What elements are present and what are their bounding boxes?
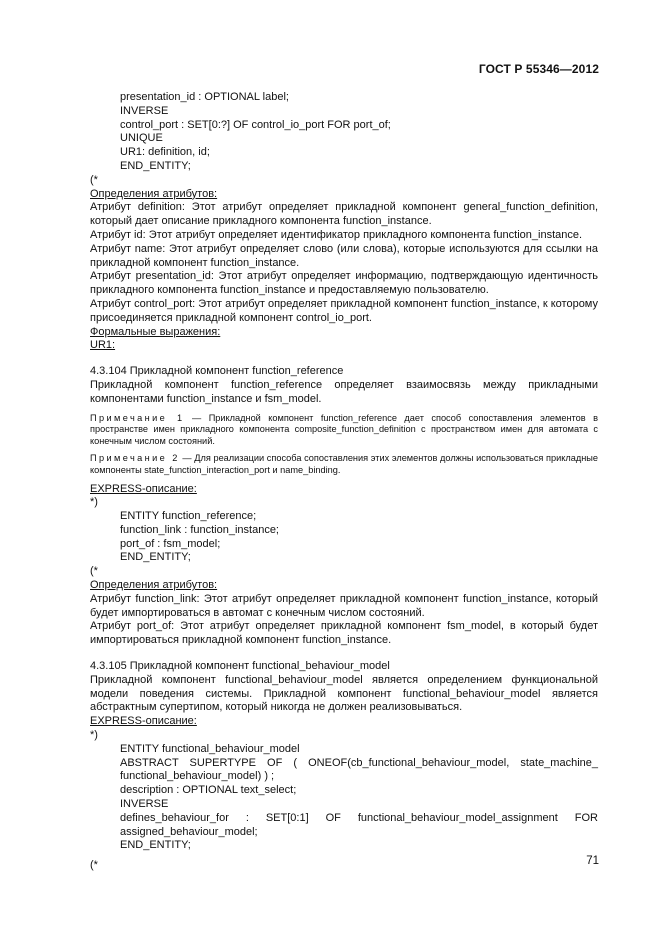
comment-open: (* xyxy=(90,173,98,186)
section-text: Прикладной компонент functional_behaviour_model является определением функциональной модели поведения системы. Прикладной компонент functional_behaviour_model является абстрактным супертипом, который никогда не должен реализовываться. xyxy=(90,673,598,714)
note-label: Примечание 1 xyxy=(90,412,185,423)
express-heading: EXPRESS-описание: xyxy=(90,715,197,728)
formal-expressions-heading: Формальные выражения: xyxy=(90,325,221,338)
note-2 xyxy=(90,453,598,476)
attribute-definition: Атрибут port_of: Этот атрибут определяет прикладной компонент fsm_model, в который будет импортироваться прикладной компонент function_instance. xyxy=(90,620,598,647)
attribute-definition: Атрибут presentation_id: Этот атрибут определяет информацию, подтверждающую идентичность прикладного компонента function_instance и предоставляемую пользователю. xyxy=(90,270,598,297)
attribute-definition: Атрибут id: Этот атрибут определяет идентификатор прикладного компонента function_instance. xyxy=(90,228,583,241)
comment-open: (* xyxy=(90,859,98,872)
section-title: 4.3.104 Прикладной компонент function_reference xyxy=(90,365,344,378)
attribute-definition: Атрибут control_port: Этот атрибут определяет прикладной компонент function_instance, к которому присоединяется прикладной компонент control_io_port. xyxy=(90,297,598,324)
code-line: UR1: definition, id; xyxy=(120,146,210,159)
code-line: presentation_id : OPTIONAL label; xyxy=(120,91,289,103)
code-line: defines_behaviour_for : SET[0:1] OF functional_behaviour_model_assignment FOR assigned_behaviour_model; xyxy=(120,811,598,838)
attributes-heading: Определения атрибутов: xyxy=(90,579,218,592)
comment-close: *) xyxy=(90,496,98,509)
attribute-definition: Атрибут function_link: Этот атрибут определяет прикладной компонент function_instance, который будет импортироваться в автомат с конечным числом состояний. xyxy=(90,592,598,619)
code-line: INVERSE xyxy=(120,798,169,811)
note-1 xyxy=(90,413,598,448)
express-heading: EXPRESS-описание: xyxy=(90,482,197,495)
comment-open: (* xyxy=(90,565,98,578)
attribute-definition: Атрибут definition: Этот атрибут определяет прикладной компонент general_function_definition, который дает описание прикладного компонента function_instance. xyxy=(90,201,598,228)
section-text: Прикладной компонент function_reference определяет взаимосвязь между прикладными компонентами function_instance и fsm_model. xyxy=(90,378,598,405)
code-line: END_ENTITY; xyxy=(120,839,191,852)
code-line: ENTITY functional_behaviour_model xyxy=(120,742,300,755)
code-line: port_of : fsm_model; xyxy=(120,537,221,550)
code-line: description : OPTIONAL text_select; xyxy=(120,784,297,797)
code-line: UNIQUE xyxy=(120,132,163,145)
page-number: 71 xyxy=(586,855,599,867)
code-line: control_port : SET[0:?] OF control_io_port FOR port_of; xyxy=(120,118,391,131)
code-line: END_ENTITY; xyxy=(120,159,191,172)
section-title: 4.3.105 Прикладной компонент functional_behaviour_model xyxy=(90,660,390,673)
formal-expression-item: UR1: xyxy=(90,339,116,352)
page-body xyxy=(90,91,598,873)
comment-close: *) xyxy=(90,729,98,742)
note-text: — Прикладной компонент function_reference дает способ сопоставления элементов в пространстве имен прикладного компонента composite_function_definition с пространством имен для автомата с конечным числом состояний. xyxy=(90,412,598,446)
standard-header: ГОСТ Р 55346—2012 xyxy=(478,62,599,76)
code-line: ABSTRACT SUPERTYPE OF ( ONEOF(cb_functional_behaviour_model, state_machine_ functional_behaviour_model) ) ; xyxy=(120,756,598,783)
note-text: — Для реализации способа сопоставления этих элементов должны использоваться прикладные компоненты state_function_interaction_port и name_binding. xyxy=(90,453,598,475)
attribute-definition: Атрибут name: Этот атрибут определяет слово (или слова), которые используются для ссылки на прикладной компонент function_instance. xyxy=(90,242,598,269)
attributes-heading: Определения атрибутов: xyxy=(90,187,218,200)
note-label: Примечание 2 xyxy=(90,453,180,464)
code-line: INVERSE xyxy=(120,104,169,117)
code-line: END_ENTITY; xyxy=(120,551,191,564)
code-line: ENTITY function_reference; xyxy=(120,510,257,523)
code-line: function_link : function_instance; xyxy=(120,523,279,536)
